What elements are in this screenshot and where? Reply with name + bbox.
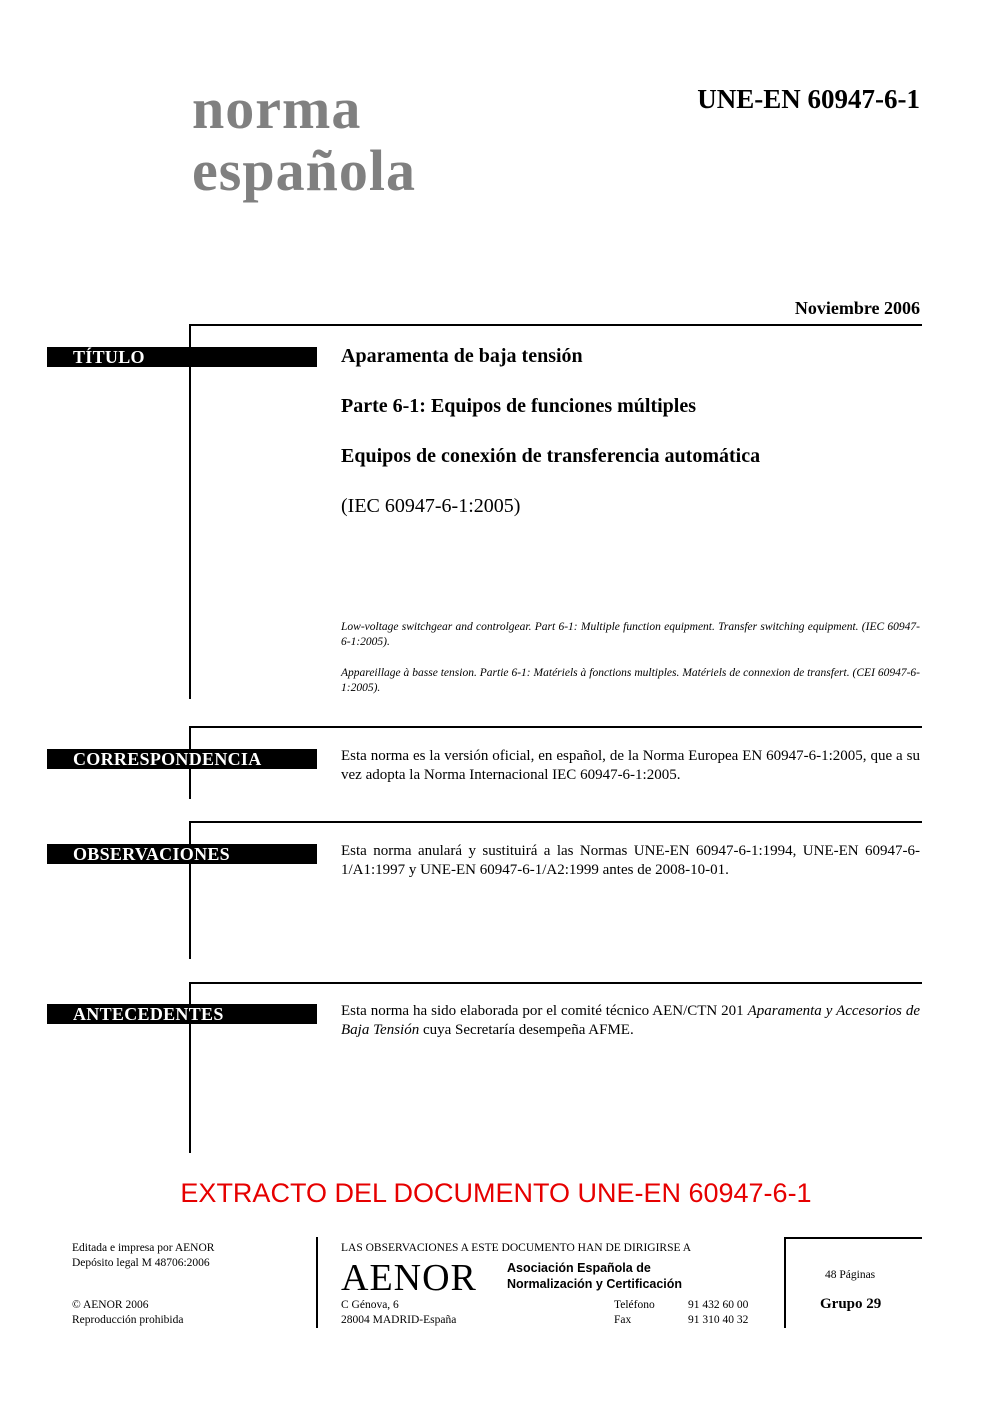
page-count: 48 Páginas (825, 1269, 876, 1281)
observaciones-text: Esta norma anulará y sustituirá a las Normas UNE-EN 60947-6-1:1994, UNE-EN 60947-6-1/A1:1997 y UNE-EN 60947-6-1/A2:1999 antes de 2008-10-01. (341, 843, 920, 878)
section-divider-correspondencia (189, 726, 922, 728)
footer-deposit: Depósito legal M 48706:2006 (72, 1257, 210, 1269)
footer-copyright: © AENOR 2006 (72, 1299, 149, 1311)
phone-number: 91 432 60 00 (688, 1299, 749, 1311)
publication-date: Noviembre 2006 (794, 298, 920, 318)
section-vline-titulo (189, 324, 191, 699)
antecedentes-text-end: cuya Secretaría desempeña AFME. (419, 1022, 634, 1038)
footer-edited: Editada e impresa por AENOR (72, 1242, 215, 1254)
footer-box-top (784, 1237, 922, 1239)
assoc-line-1: Asociación Española de (507, 1261, 651, 1275)
section-divider-observaciones (189, 821, 922, 823)
title-line-1: Aparamenta de baja tensión (341, 345, 583, 367)
price-group: Grupo 29 (820, 1296, 882, 1312)
assoc-line-2: Normalización y Certificación (507, 1277, 683, 1291)
aenor-logo: AENOR (341, 1257, 477, 1299)
correspondencia-text: Esta norma es la versión oficial, en español, de la Norma Europea EN 60947-6-1:2005, que a su vez adopta la Norma Internacional IEC 60947-6-1:2005. (341, 748, 920, 783)
label-titulo: TÍTULO (47, 347, 317, 367)
brand-norma: norma (192, 76, 362, 141)
antecedentes-text-start: Esta norma ha sido elaborada por el comité técnico AEN/CTN 201 (341, 1003, 748, 1019)
committee-name: Aparamenta y Accesorios de Baja Tensión (341, 1003, 920, 1038)
footer-city: 28004 MADRID-España (341, 1314, 457, 1326)
fax-label: Fax (614, 1314, 632, 1326)
title-english: Low-voltage switchgear and controlgear. Part 6-1: Multiple function equipment. Transfer switching equipment. (IEC 60947-6-1:2005). (341, 621, 920, 648)
footer-divider-left (316, 1237, 318, 1328)
extract-notice: EXTRACTO DEL DOCUMENTO UNE-EN 60947-6-1 (180, 1178, 812, 1208)
brand-espanola: española (192, 138, 416, 203)
label-correspondencia: CORRESPONDENCIA (47, 749, 317, 769)
antecedentes-text (341, 1002, 920, 1040)
title-iec-ref: (IEC 60947-6-1:2005) (341, 495, 521, 517)
footer-observations-address: LAS OBSERVACIONES A ESTE DOCUMENTO HAN DE DIRIGIRSE A (341, 1242, 692, 1254)
standard-code: UNE-EN 60947-6-1 (697, 84, 920, 114)
footer-box-left (784, 1237, 786, 1328)
title-line-3: Equipos de conexión de transferencia automática (341, 445, 761, 467)
aenor-association (507, 1260, 682, 1292)
title-french: Appareillage à basse tension. Partie 6-1: Matériels à fonctions multiples. Matériels de connexion de transfert. (CEI 60947-6-1:2005). (341, 667, 920, 694)
phone-label: Teléfono (614, 1299, 655, 1311)
footer-street: C Génova, 6 (341, 1299, 399, 1311)
label-observaciones: OBSERVACIONES (47, 844, 317, 864)
footer-reproduction: Reproducción prohibida (72, 1314, 184, 1326)
section-divider-titulo (189, 324, 922, 326)
section-vline-observaciones (189, 821, 191, 959)
section-divider-antecedentes (189, 982, 922, 984)
fax-number: 91 310 40 32 (688, 1314, 749, 1326)
label-antecedentes: ANTECEDENTES (47, 1004, 317, 1024)
title-line-2: Parte 6-1: Equipos de funciones múltiples (341, 395, 697, 417)
